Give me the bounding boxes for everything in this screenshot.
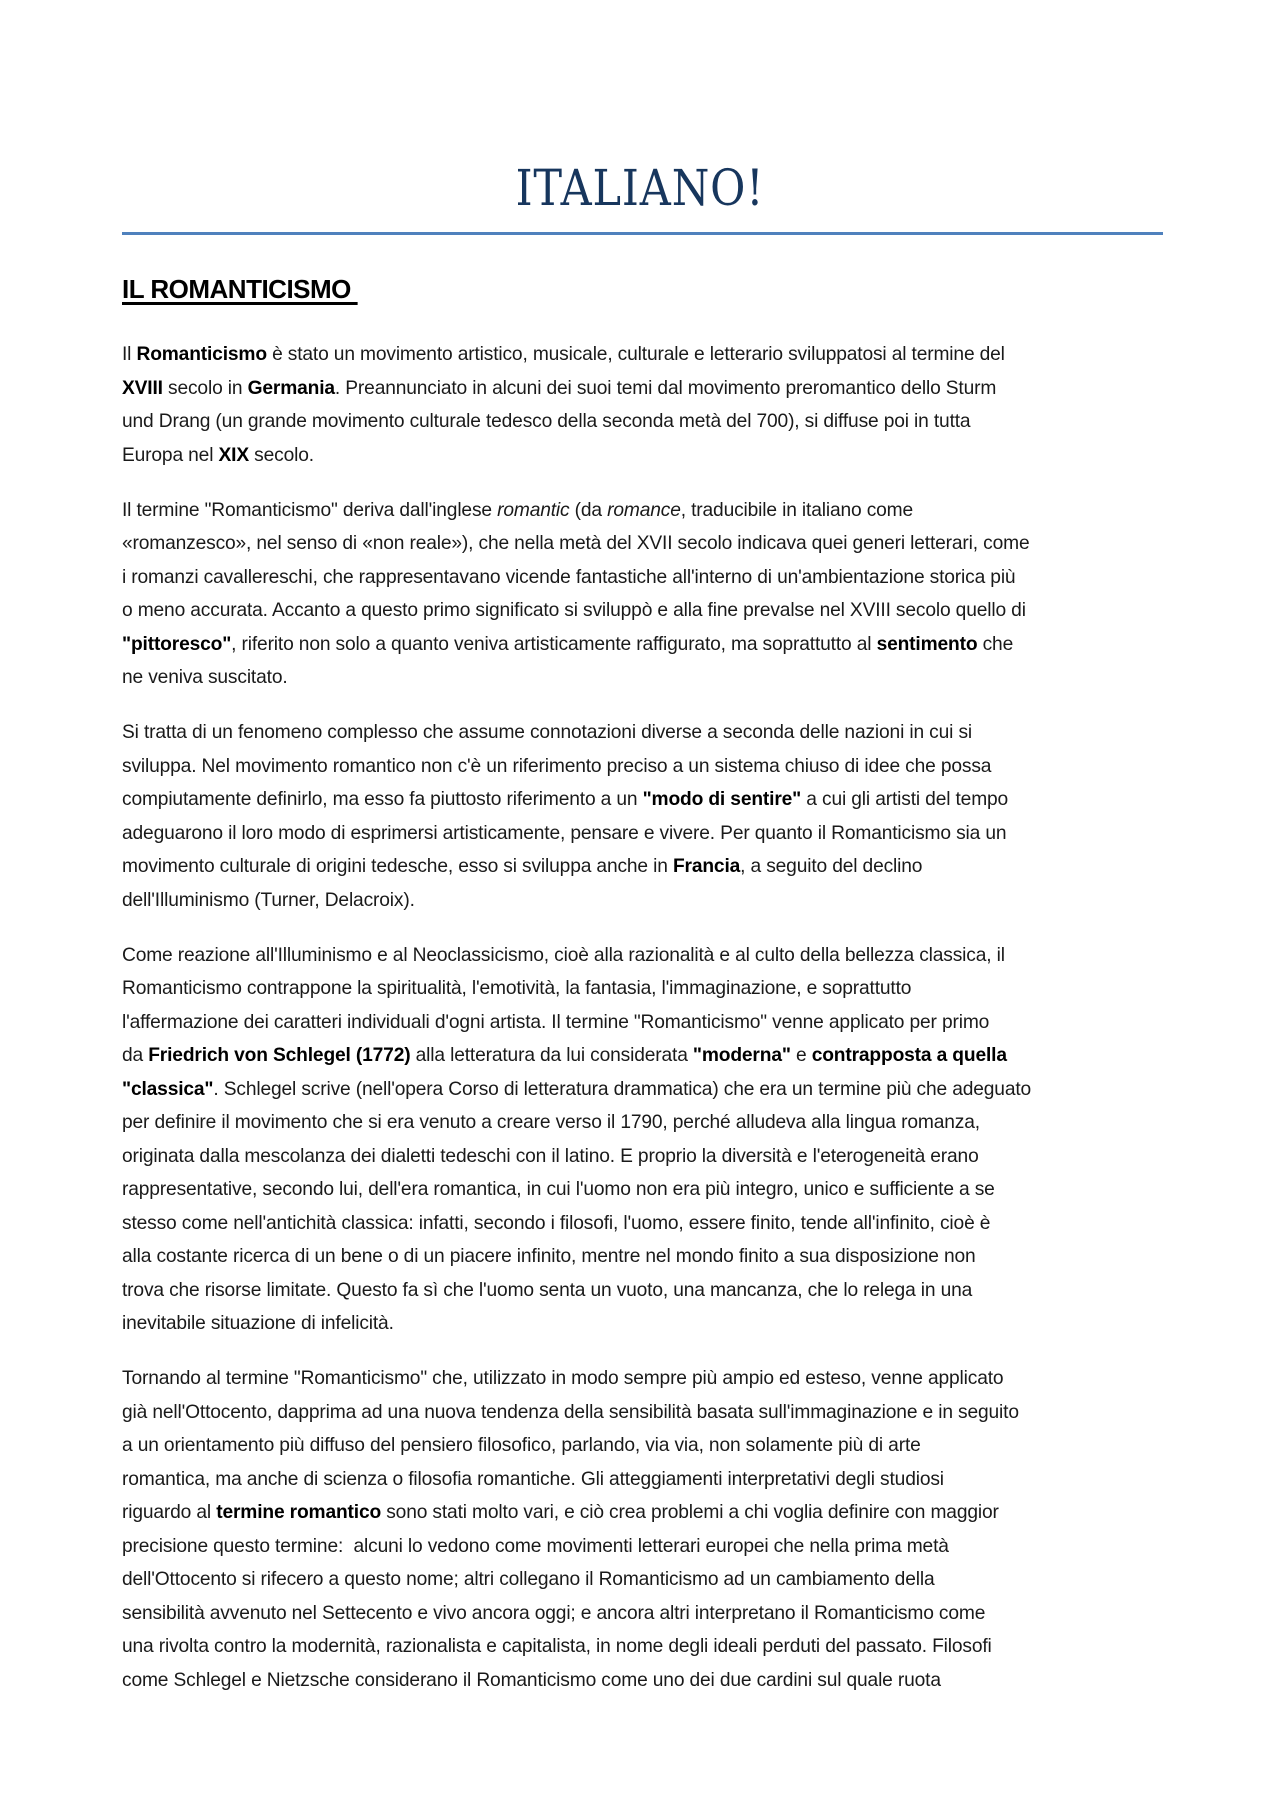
text-run: sensibilità avvenuto nel Settecento e vivo ancora oggi; e ancora altri interpretano il Romanticismo come xyxy=(122,1602,986,1624)
text-run: «romanzesco», nel senso di «non reale»), che nella metà del XVII secolo indicava quei generi letterari, come xyxy=(122,533,1030,554)
text-run: rappresentative, secondo lui, dell'era romantica, in cui l'uomo non era più integro, unico e sufficiente a se xyxy=(122,1179,995,1200)
text-run: come Schlegel e Nietzsche considerano il Romanticismo come uno dei due cardini sul quale ruota xyxy=(122,1669,941,1691)
bold-text: contrapposta a quella xyxy=(811,1045,1007,1066)
text-run: dell'Ottocento si rifecero a questo nome; altri collegano il Romanticismo ad un cambiamento della xyxy=(122,1569,935,1590)
text-line xyxy=(122,439,1182,473)
text-run: sono stati molto vari, e ciò crea problemi a chi voglia definire con maggior xyxy=(381,1502,999,1523)
section-heading: IL ROMANTICISMO xyxy=(122,274,358,304)
text-run: secolo in xyxy=(162,377,248,399)
text-line xyxy=(122,561,1182,595)
text-run: Romanticismo contrappone la spiritualità, l'emotività, la fantasia, l'immaginazione, e soprattutto xyxy=(122,978,912,999)
bold-text: termine romantico xyxy=(216,1502,382,1523)
italic-text: romance xyxy=(607,499,681,521)
text-run: stesso come nell'antichità classica: infatti, secondo i filosofi, l'uomo, essere finito, tende all'infinito, cioè è xyxy=(122,1212,991,1234)
text-run: già nell'Ottocento, dapprima ad una nuova tendenza della sensibilità basata sull'immaginazione e in seguito xyxy=(122,1401,1019,1423)
text-run: alla costante ricerca di un bene o di un piacere infinito, mentre nel mondo finito a sua disposizione non xyxy=(122,1246,976,1267)
bold-text: "modo di sentire" xyxy=(642,789,802,810)
text-line xyxy=(122,1597,1182,1631)
text-run: i romanzi cavallereschi, che rappresentavano vicende fantastiche all'interno di un'ambientazione storica più xyxy=(122,566,1016,588)
bold-text: XVIII xyxy=(122,377,163,399)
document-body xyxy=(122,338,1182,1719)
paragraph xyxy=(122,939,1182,1341)
text-run: riguardo al xyxy=(122,1502,217,1523)
text-line xyxy=(122,884,1182,918)
text-line xyxy=(122,750,1182,784)
paragraph xyxy=(122,716,1182,917)
text-run: a un orientamento più diffuso del pensiero filosofico, parlando, via via, non solamente più di arte xyxy=(122,1435,921,1456)
text-line xyxy=(122,1039,1182,1073)
text-run: (da xyxy=(569,499,608,521)
text-run: Tornando al termine "Romanticismo" che, utilizzato in modo sempre più ampio ed esteso, venne applicato xyxy=(122,1368,1004,1389)
text-line xyxy=(122,1429,1182,1463)
text-line xyxy=(122,1274,1182,1308)
text-line xyxy=(122,972,1182,1006)
text-line xyxy=(122,1630,1182,1664)
text-run: alla letteratura da lui considerata xyxy=(410,1045,693,1066)
bold-text: "classica" xyxy=(122,1078,214,1100)
text-run: dell'Illuminismo (Turner, Delacroix). xyxy=(122,889,415,911)
text-line xyxy=(122,372,1182,406)
text-run: secolo. xyxy=(248,444,314,466)
text-line xyxy=(122,817,1182,851)
text-line xyxy=(122,850,1182,884)
bold-text: Romanticismo xyxy=(136,344,267,365)
text-run: originata dalla mescolanza dei dialetti tedeschi con il latino. E proprio la diversità e l'eterogeneità erano xyxy=(122,1145,979,1167)
text-run: l'affermazione dei caratteri individuali d'ogni artista. Il termine "Romanticismo" venne applicato per primo xyxy=(122,1011,990,1033)
text-line xyxy=(122,1362,1182,1396)
text-line xyxy=(122,338,1182,372)
bold-text: Germania xyxy=(247,377,335,399)
text-run: und Drang (un grande movimento culturale tedesco della seconda metà del 700), si diffuse poi in tutta xyxy=(122,411,971,432)
text-line xyxy=(122,1563,1182,1597)
text-run: e xyxy=(790,1045,812,1066)
text-run: una rivolta contro la modernità, razionalista e capitalista, in nome degli ideali perduti del passato. Filosofi xyxy=(122,1636,992,1657)
text-line xyxy=(122,1307,1182,1341)
bold-text: "pittoresco" xyxy=(122,633,232,655)
text-run: trova che risorse limitate. Questo fa sì che l'uomo senta un vuoto, una mancanza, che lo relega in una xyxy=(122,1279,973,1301)
text-line xyxy=(122,1006,1182,1040)
text-run: ne veniva suscitato. xyxy=(122,667,288,688)
text-run: che xyxy=(977,633,1014,655)
text-run: Si tratta di un fenomeno complesso che assume connotazioni diverse a seconda delle nazioni in cui si xyxy=(122,722,973,743)
text-line xyxy=(122,939,1182,973)
text-run: romantica, ma anche di scienza o filosofia romantiche. Gli atteggiamenti interpretativi degli studiosi xyxy=(122,1468,944,1490)
text-run: Come reazione all'Illuminismo e al Neoclassicismo, cioè alla razionalità e al culto della bellezza classica, il xyxy=(122,944,1005,966)
text-run: . Preannunciato in alcuni dei suoi temi dal movimento preromantico dello Sturm xyxy=(334,377,997,399)
text-line xyxy=(122,1207,1182,1241)
title-divider xyxy=(122,232,1163,235)
text-run: , riferito non solo a quanto veniva artisticamente raffigurato, ma soprattutto al xyxy=(231,633,877,655)
text-line xyxy=(122,1173,1182,1207)
text-line xyxy=(122,494,1182,528)
document-title: ITALIANO! xyxy=(515,159,765,217)
text-run: sviluppa. Nel movimento romantico non c'è un riferimento preciso a un sistema chiuso di idee che possa xyxy=(122,755,992,777)
text-line xyxy=(122,405,1182,439)
text-line xyxy=(122,1140,1182,1174)
text-run: a cui gli artisti del tempo xyxy=(801,789,1009,810)
text-run: compiutamente definirlo, ma esso fa piuttosto riferimento a un xyxy=(122,789,643,810)
text-line xyxy=(122,628,1182,662)
text-run: Europa nel xyxy=(122,444,219,466)
text-line xyxy=(122,1496,1182,1530)
text-line xyxy=(122,1664,1182,1698)
text-run: movimento culturale di origini tedesche, esso si sviluppa anche in xyxy=(122,856,673,877)
bold-text: sentimento xyxy=(876,633,978,655)
text-run: adeguarono il loro modo di esprimersi artisticamente, pensare e vivere. Per quanto il Romanticismo sia un xyxy=(122,822,1007,844)
bold-text: Francia xyxy=(672,856,741,877)
text-run: da xyxy=(122,1045,149,1066)
text-line xyxy=(122,527,1182,561)
text-line xyxy=(122,661,1182,695)
paragraph xyxy=(122,1362,1182,1697)
text-line xyxy=(122,1073,1182,1107)
text-run: è stato un movimento artistico, musicale, culturale e letterario sviluppatosi al termine del xyxy=(266,344,1005,365)
text-run: , a seguito del declino xyxy=(740,856,923,877)
paragraph xyxy=(122,338,1182,472)
text-line xyxy=(122,1463,1182,1497)
text-line xyxy=(122,1240,1182,1274)
paragraph xyxy=(122,494,1182,695)
text-line xyxy=(122,716,1182,750)
text-line xyxy=(122,1106,1182,1140)
text-run: per definire il movimento che si era venuto a creare verso il 1790, perché alludeva alla lingua romanza, xyxy=(122,1112,980,1133)
bold-text: Friedrich von Schlegel (1772) xyxy=(148,1045,411,1066)
text-line xyxy=(122,1396,1182,1430)
text-run: precisione questo termine: alcuni lo vedono come movimenti letterari europei che nella prima metà xyxy=(122,1535,949,1557)
text-run: Il xyxy=(122,344,137,365)
text-line xyxy=(122,1530,1182,1564)
text-run: . Schlegel scrive (nell'opera Corso di letteratura drammatica) che era un termine più che adeguato xyxy=(213,1078,1032,1100)
text-line xyxy=(122,594,1182,628)
italic-text: romantic xyxy=(497,499,570,521)
bold-text: XIX xyxy=(218,444,249,466)
text-line xyxy=(122,783,1182,817)
text-run: Il termine "Romanticismo" deriva dall'inglese xyxy=(122,499,498,521)
bold-text: "moderna" xyxy=(692,1045,791,1066)
text-run: , traducibile in italiano come xyxy=(680,499,914,521)
text-run: inevitabile situazione di infelicità. xyxy=(122,1313,394,1334)
text-run: o meno accurata. Accanto a questo primo significato si sviluppò e alla fine prevalse nel XVIII secolo quello di xyxy=(122,600,1026,621)
